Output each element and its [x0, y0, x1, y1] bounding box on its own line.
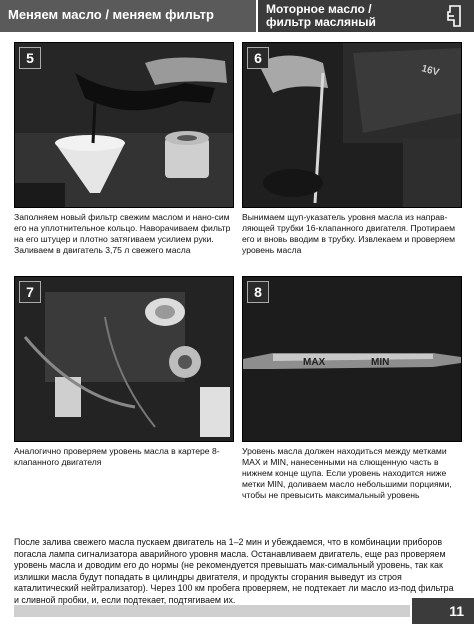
engine-badge-text: 16V [420, 63, 441, 79]
8valve-engine-photo [15, 277, 233, 441]
page-footer [0, 598, 474, 632]
dipstick-min-mark: MIN [371, 357, 390, 368]
funnel-oil-filter-photo [15, 43, 233, 207]
header-right [258, 0, 474, 32]
body-paragraph: После залива свежего масла пускаем двигатель на 1–2 мин и убеждаемся, что в комбинации приборов погасла лампа сигнализатора аварийного уровня масла. Останавливаем двигатель, еще раз проверяем уровень масла и доводим его до нормы (не рекомендуется превышать мак-симальный уровень, так как излишки масла будут попадать в цилиндры двигателя, и продукты сгорания выведут из строя каталитический нейтрализатор). Через 100 км пробега проверяем, не подтекает ли масло из-под фильтра и сливной пробки, и, если подтекает, подтягиваем их. [14, 537, 454, 605]
page-number: 11 [412, 598, 474, 624]
step-7-caption: Аналогично проверяем уровень масла в картере 8-клапанного двигателя [14, 446, 220, 467]
step-8-caption: Уровень масла должен находиться между метками MAX и MIN, нанесенными на слющенную часть в нижнем конце щупа. Если уровень находится ниже метки MIN, доливаем масло небольшими порциями, чтобы не превысить максимальный уровень [242, 446, 452, 500]
chapter-title-line1: Моторное масло / [266, 2, 372, 16]
step-number-6: 6 [247, 47, 269, 69]
step-5-caption: Заполняем новый фильтр свежим маслом и нано-сим его на уплотнительное кольцо. Наворачиваем фильтр на его штуцер и плотно затягиваем усилием руки. Заливаем в двигатель 3,75 л свежего масла [14, 212, 231, 255]
section-title: Меняем масло / меняем фильтр [8, 7, 214, 22]
step-6-caption: Вынимаем щуп-указатель уровня масла из направ-ляющей трубки 16-клапанного двигателя. Протираем его и вновь вводим в трубку. Извлекаем и проверяем уровень масла [242, 212, 456, 255]
dipstick-engine-photo [243, 43, 461, 207]
step-7-photo [14, 276, 234, 442]
page-header [0, 0, 474, 32]
header-left [0, 0, 256, 32]
dipstick-max-mark: MAX [303, 357, 326, 368]
step-8-photo [242, 276, 462, 442]
step-number-7: 7 [19, 281, 41, 303]
chapter-title-line2: фильтр масляный [266, 15, 376, 29]
footer-bar [14, 605, 410, 617]
corner-tab-icon [444, 4, 464, 28]
step-number-5: 5 [19, 47, 41, 69]
dipstick-closeup-photo [243, 277, 461, 441]
step-5-photo [14, 42, 234, 208]
step-6-photo [242, 42, 462, 208]
step-number-8: 8 [247, 281, 269, 303]
